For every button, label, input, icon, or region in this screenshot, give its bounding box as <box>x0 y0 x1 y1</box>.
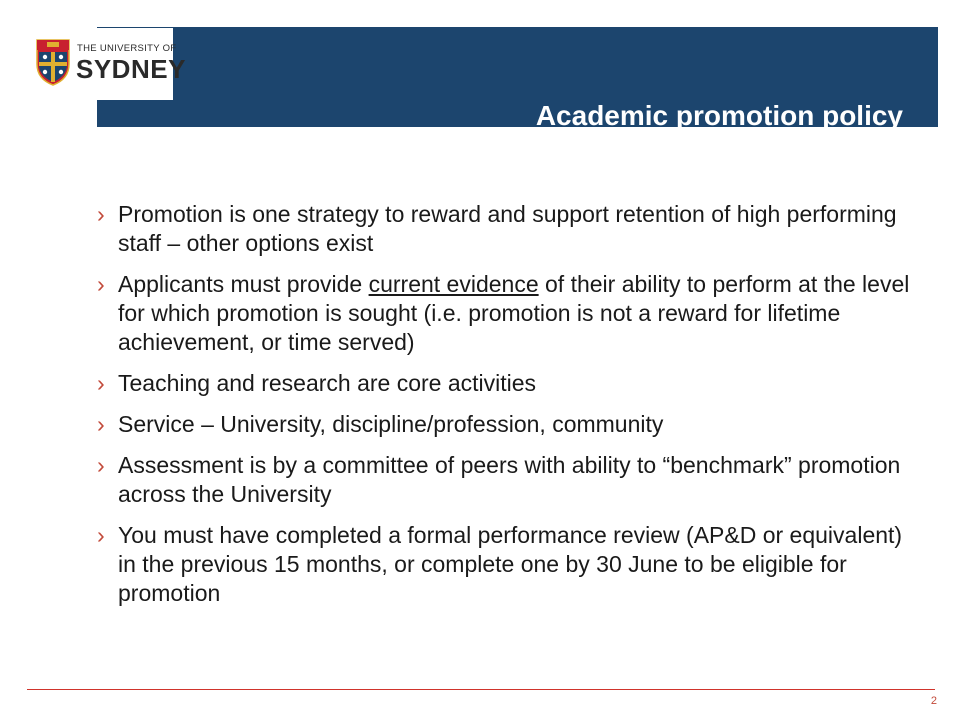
bullet-item <box>97 410 917 439</box>
bullet-text: Teaching and research are core activities <box>118 370 537 396</box>
bullet-marker: › <box>97 411 105 437</box>
bullet-text-after: of their ability to perform at the level for which promotion is sought (i.e. promotion is not a reward for lifetime achievement, or time served) <box>118 271 910 355</box>
logo-text-top: THE UNIVERSITY OF <box>77 43 177 54</box>
bullet-marker: › <box>97 201 105 227</box>
bullet-list <box>97 200 917 620</box>
bullet-marker: › <box>97 370 105 396</box>
bullet-item <box>97 200 917 258</box>
bullet-text: Service – University, discipline/profession, community <box>118 411 664 437</box>
bullet-item <box>97 270 917 357</box>
bullet-marker: › <box>97 271 105 297</box>
bullet-marker: › <box>97 522 105 548</box>
bullet-item <box>97 521 917 608</box>
bullet-text: Assessment is by a committee of peers with ability to “benchmark” promotion across the University <box>118 452 901 507</box>
header-bar <box>97 27 938 131</box>
bullet-marker: › <box>97 452 105 478</box>
slide-title: Academic promotion policy <box>535 100 903 131</box>
bullet-text-underlined: current evidence <box>368 271 539 297</box>
bullet-text: You must have completed a formal performance review (AP&D or equivalent) in the previous 15 months, or complete one by 30 June to be eligible for promotion <box>118 522 903 606</box>
university-logo <box>23 28 186 100</box>
bullet-text: Promotion is one strategy to reward and support retention of high performing staff – other options exist <box>118 201 897 256</box>
bullet-item <box>97 451 917 509</box>
crest-icon <box>35 38 71 86</box>
footer-divider <box>27 689 935 690</box>
bullet-text-before: Applicants must provide <box>118 271 369 297</box>
logo-text-main: SYDNEY <box>76 54 186 84</box>
bullet-item <box>97 369 917 398</box>
page-number: 2 <box>930 695 937 707</box>
